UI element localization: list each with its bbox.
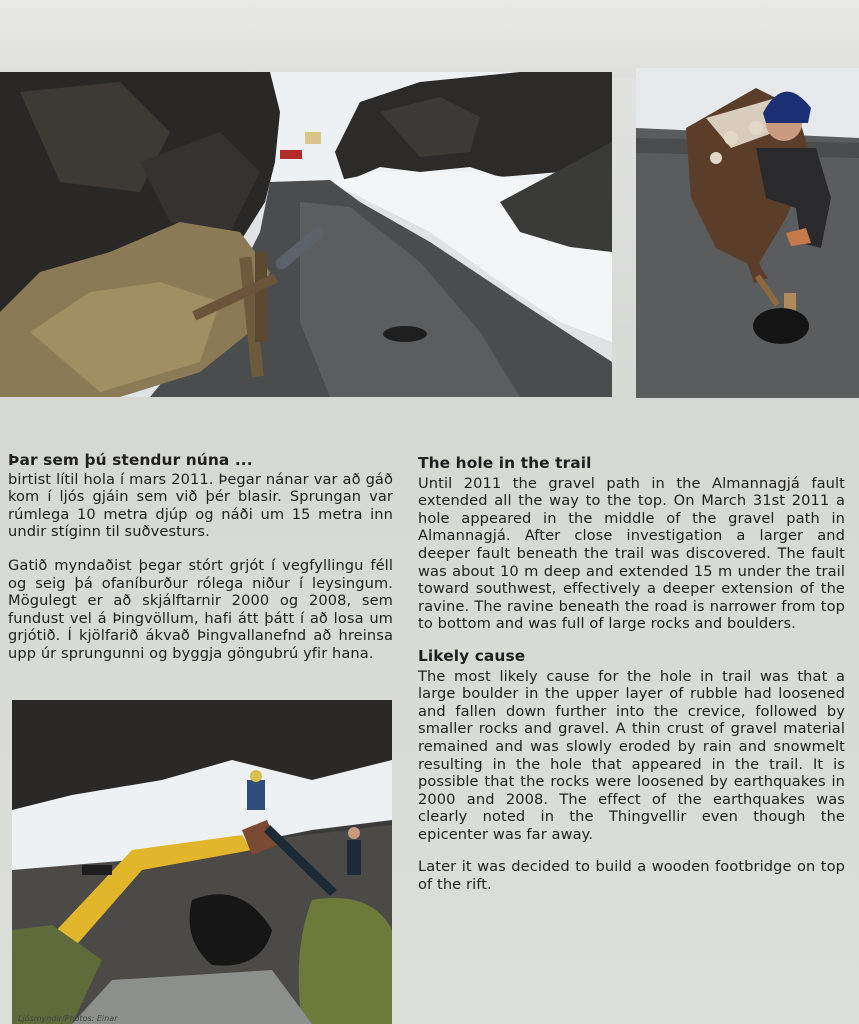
icelandic-text-column xyxy=(8,452,393,679)
icelandic-paragraph-1: birtist lítil hola í mars 2011. Þegar nánar var að gáð kom í ljós gjáin sem við þér blasir. Sprungan var rúmlega 10 metra djúp og náði um 15 metra inn undir stíginn til suðvesturs. xyxy=(8,470,393,541)
photo-credit: Ljósmyndir/Photos: Einar xyxy=(18,1014,118,1023)
hole-in-trail-heading: The hole in the trail xyxy=(418,454,592,472)
icelandic-paragraph-2: Gatið myndaðist þegar stórt grjót í vegfyllingu féll og seig þá ofaníburður rólega niður í leysingum. Mögulegt er að skjálftarnir 2000 og 2008, sem fundust vel á Þingvöllum, hafi átt þátt í að losa um grjótið. Í kjölfarið ákvað Þingvallanefnd að hreinsa upp úr sprungunni og byggja göngubrú yfir hana. xyxy=(8,556,393,662)
likely-cause-heading: Likely cause xyxy=(418,646,526,665)
sign-top-band xyxy=(0,0,859,78)
footbridge-text: Later it was decided to build a wooden footbridge on top of the rift. xyxy=(418,858,845,894)
hole-in-trail-text: Until 2011 the gravel path in the Almannagjá fault extended all the way to the top. On March 31st 2011 a hole appeared in the middle of the gravel path in Almannagjá. After close investigation a larger and deeper fault beneath the trail was discovered. The fault was about 10 m deep and extended 15 m under the trail toward southwest, effectively a deeper extension of the ravine. The ravine beneath the road is narrower from top to bottom and was full of large rocks and boulders. xyxy=(418,474,845,633)
photo-gravel-trail xyxy=(0,72,612,397)
photo-man-with-hammer xyxy=(636,68,859,398)
english-text-column xyxy=(418,455,845,909)
icelandic-heading: Þar sem þú stendur núna ... xyxy=(8,451,253,469)
photo-excavator xyxy=(12,700,392,1024)
likely-cause-text: The most likely cause for the hole in trail was that a large boulder in the upper layer of rubble had loosened and fallen down further into the crevice, followed by smaller rocks and gravel. A thin crust of gravel material remained and was slowly eroded by rain and snowmelt resulting in the hole that appeared in the trail. It is possible that the rocks were loosened by earthquakes in 2000 and 2008. The effect of the earthquakes was clearly noted in the Thingvellir even though the epicenter was far away. xyxy=(418,667,845,843)
